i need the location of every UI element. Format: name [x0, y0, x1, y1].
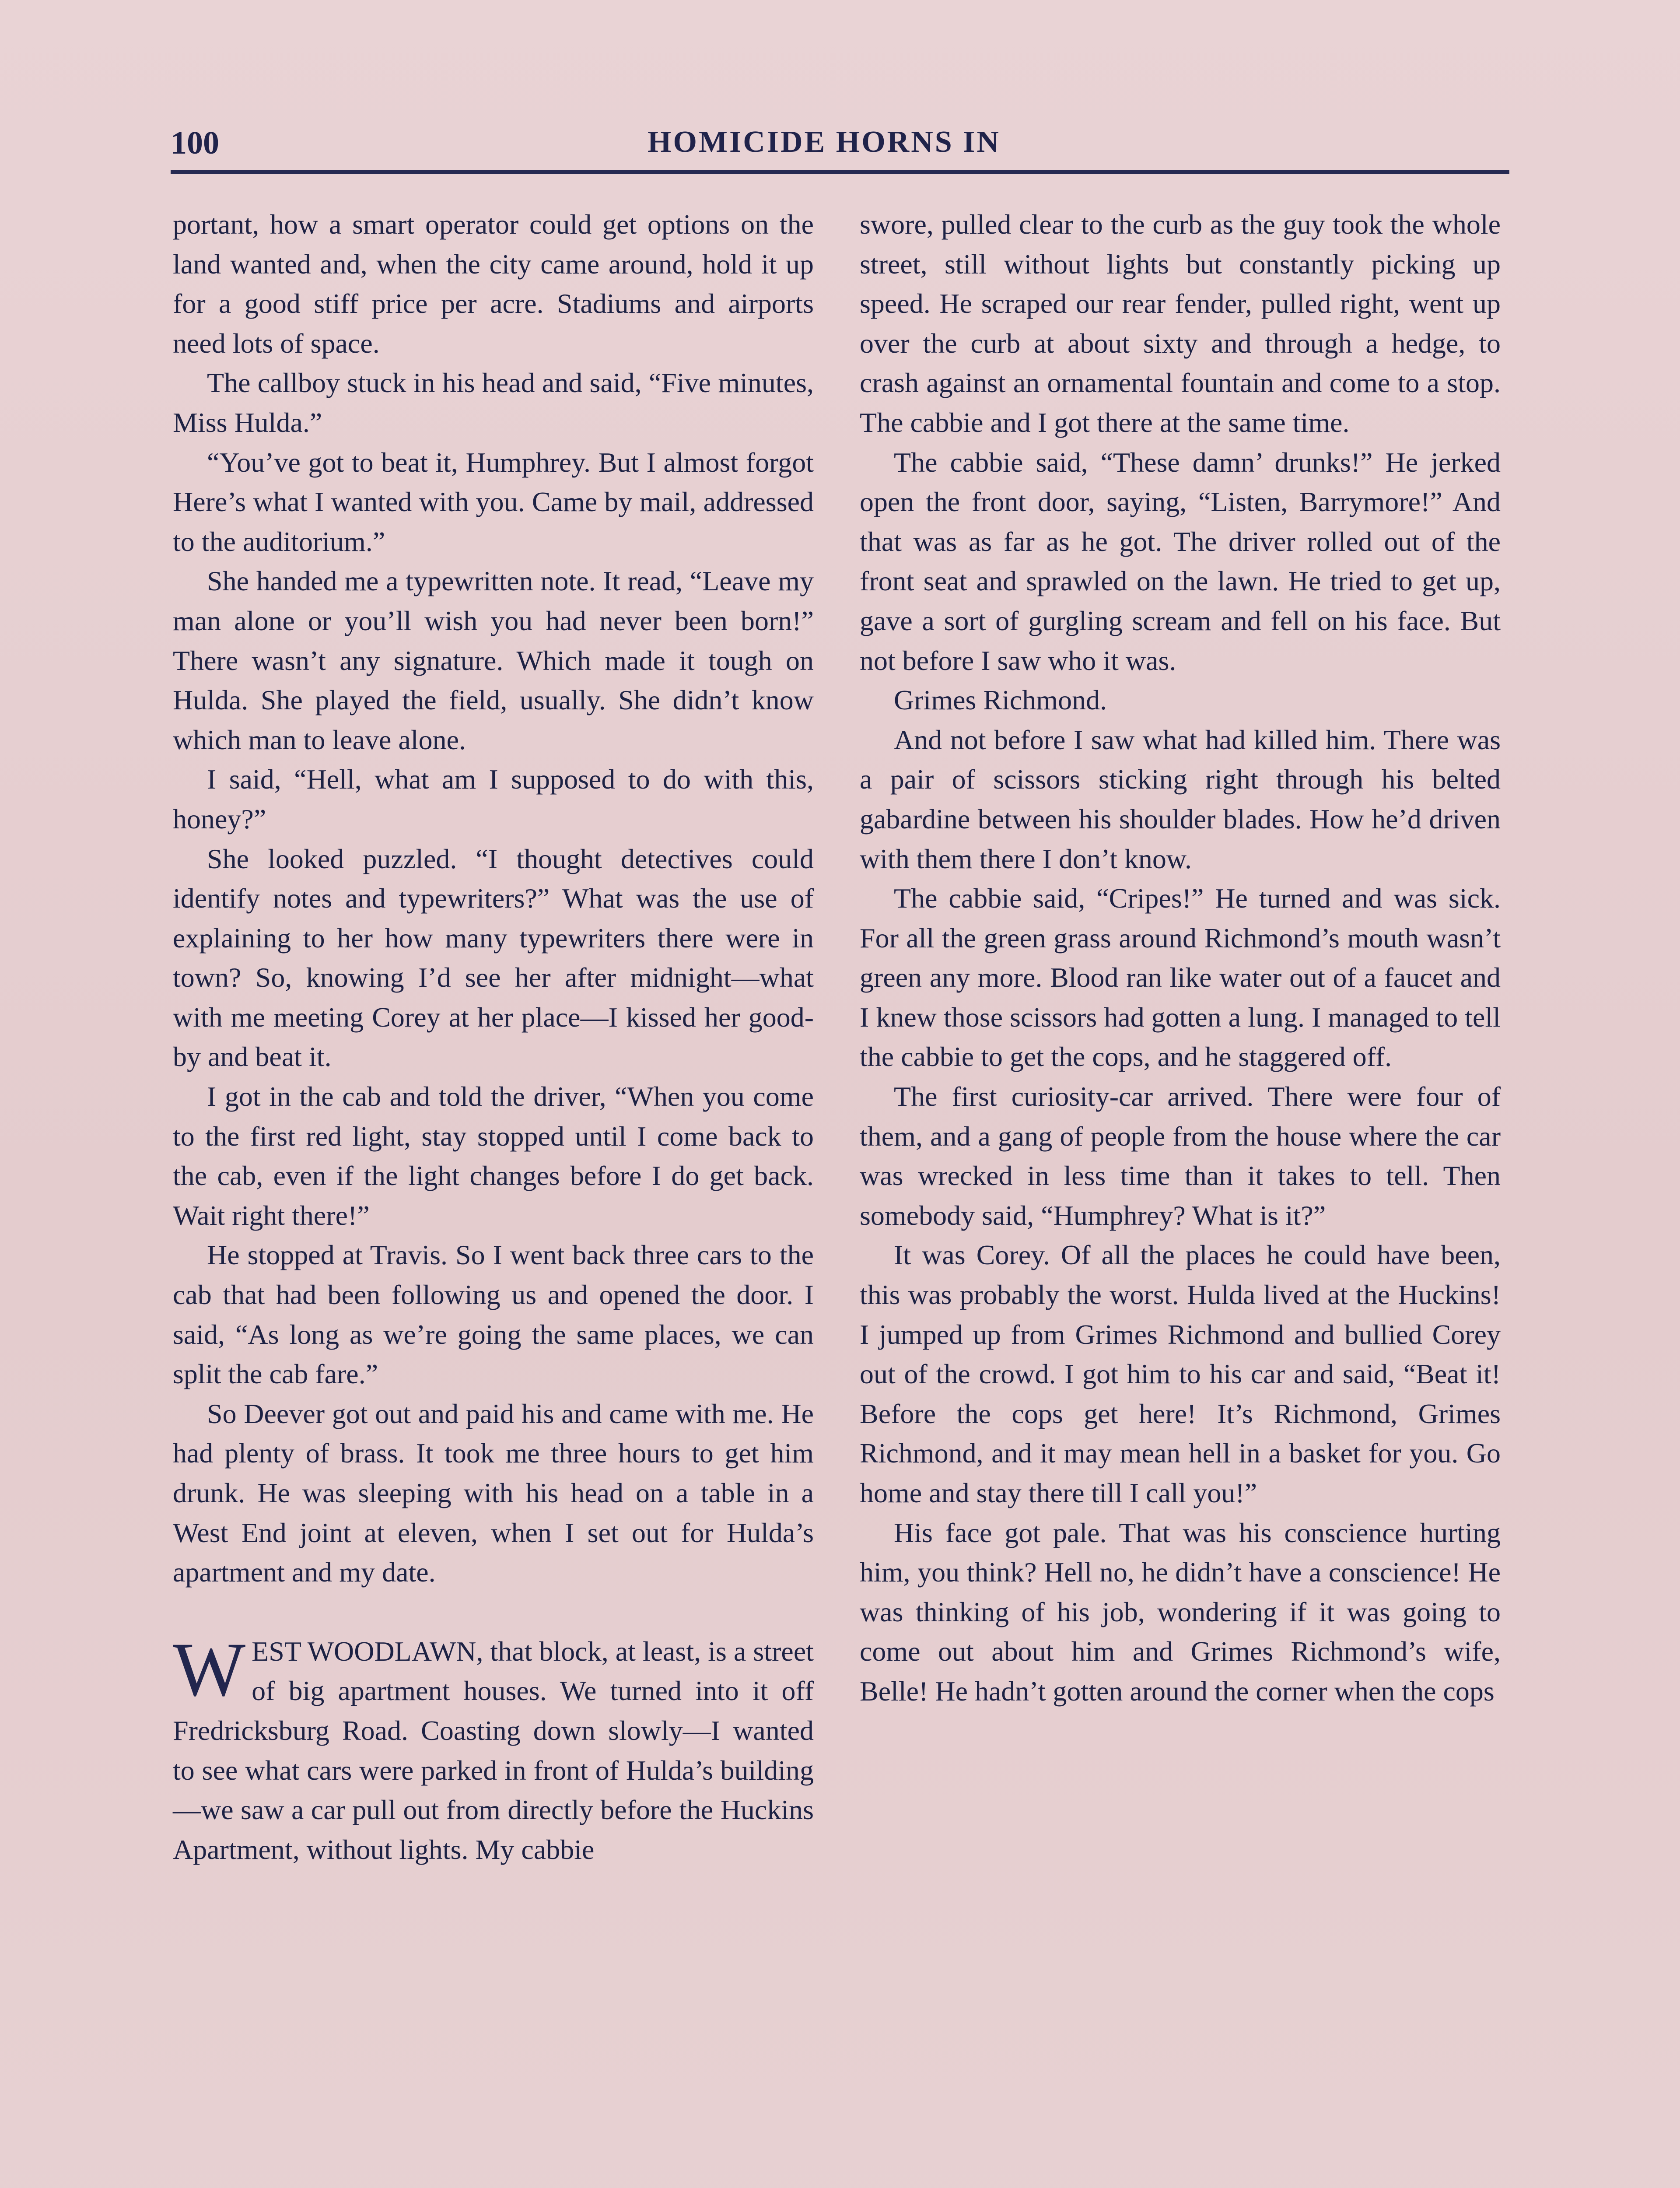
- paragraph: The callboy stuck in his head and said, “Five minutes, Miss Hulda.”: [173, 367, 814, 438]
- paragraph: She looked puzzled. “I thought detectives could identify notes and typewriters?” What was the use of explaining to her how many typewriters there were in town? So, knowing I’d see her after midnight—what with me meeting Corey at her place—I kissed her good-by and beat it.: [173, 843, 814, 1073]
- paragraph: The cabbie said, “These damn’ drunks!” He jerked open the front door, saying, “Listen, Barrymore!” And that was as far as he got. The driver rolled out of the front seat and sprawled on the lawn. He tried to get up, gave a sort of gurgling scream and fell on his face. But not before I saw who it was.: [860, 446, 1501, 676]
- paragraph: He stopped at Travis. So I went back three cars to the cab that had been following us and opened the door. I said, “As long as we’re going the same places, we can split the cab fare.”: [173, 1239, 814, 1390]
- paragraph: She handed me a typewritten note. It read, “Leave my man alone or you’ll wish you had never been born!” There wasn’t any signature. Which made it tough on Hulda. She played the field, usually. She didn’t know which man to leave alone.: [173, 565, 814, 755]
- running-title: HOMICIDE HORNS IN: [648, 125, 1001, 159]
- section-opening-paragraph: [173, 1627, 814, 1870]
- paragraph: swore, pulled clear to the curb as the guy took the whole street, still without lights but constantly picking up speed. He scraped our rear fender, pulled right, went up over the curb at about sixty and through a hedge, to crash against an ornamental fountain and come to a stop. The cabbie and I got there at the same time.: [860, 209, 1501, 438]
- left-column: [173, 205, 814, 1869]
- header-rule: [171, 170, 1509, 174]
- paragraph: So Deever got out and paid his and came with me. He had plenty of brass. It took me three hours to get him drunk. He was sleeping with his head on a table in a West End joint at eleven, when I set out for Hulda’s apartment and my date.: [173, 1398, 814, 1588]
- paragraph: I got in the cab and told the driver, “When you come to the first red light, stay stopped until I come back to the cab, even if the light changes before I do get back. Wait right there!”: [173, 1081, 814, 1231]
- page-header: [171, 125, 1509, 177]
- paragraph: “You’ve got to beat it, Humphrey. But I almost forgot Here’s what I wanted with you. Came by mail, addressed to the auditorium.”: [173, 446, 814, 557]
- section-break: [173, 1592, 814, 1632]
- paragraph: The first curiosity-car arrived. There were four of them, and a gang of people from the house where the car was wrecked in less time than it takes to tell. Then somebody said, “Humphrey? What is it?”: [860, 1081, 1501, 1231]
- paragraph: Grimes Richmond.: [894, 684, 1107, 716]
- section-lead-text: EST WOODLAWN, that block, at least, is a street of big apartment houses. We turned into it off Fredricksburg Road. Coasting down slowly—I wanted to see what cars were parked in front of Hulda’s building—we saw a car pull out from directly before the Huckins Apartment, without lights. My cabbie: [173, 1635, 814, 1865]
- right-column: [860, 205, 1501, 1711]
- drop-cap: W: [173, 1627, 246, 1712]
- paragraph: portant, how a smart operator could get options on the land wanted and, when the city came around, hold it up for a good stiff price per acre. Stadiums and airports need lots of space.: [173, 209, 814, 359]
- page-number: 100: [171, 125, 219, 161]
- paragraph: I said, “Hell, what am I supposed to do with this, honey?”: [173, 764, 814, 835]
- paragraph: It was Corey. Of all the places he could have been, this was probably the worst. Hulda lived at the Huckins! I jumped up from Grimes Richmond and bullied Corey out of the crowd. I got him to his car and said, “Beat it! Before the cops get here! It’s Richmond, Grimes Richmond, and it may mean hell in a basket for you. Go home and stay there till I call you!”: [860, 1239, 1501, 1508]
- paragraph: And not before I saw what had killed him. There was a pair of scissors sticking right through his belted gabardine between his shoulder blades. How he’d driven with them there I don’t know.: [860, 724, 1501, 874]
- paragraph: The cabbie said, “Cripes!” He turned and was sick. For all the green grass around Richmond’s mouth wasn’t green any more. Blood ran like water out of a faucet and I knew those scissors had gotten a lung. I managed to tell the cabbie to get the cops, and he staggered off.: [860, 883, 1501, 1073]
- paragraph: His face got pale. That was his conscience hurting him, you think? Hell no, he didn’t have a conscience! He was thinking of his job, wondering if it was going to come out about him and Grimes Richmond’s wife, Belle! He hadn’t gotten around the corner when the cops: [860, 1517, 1501, 1707]
